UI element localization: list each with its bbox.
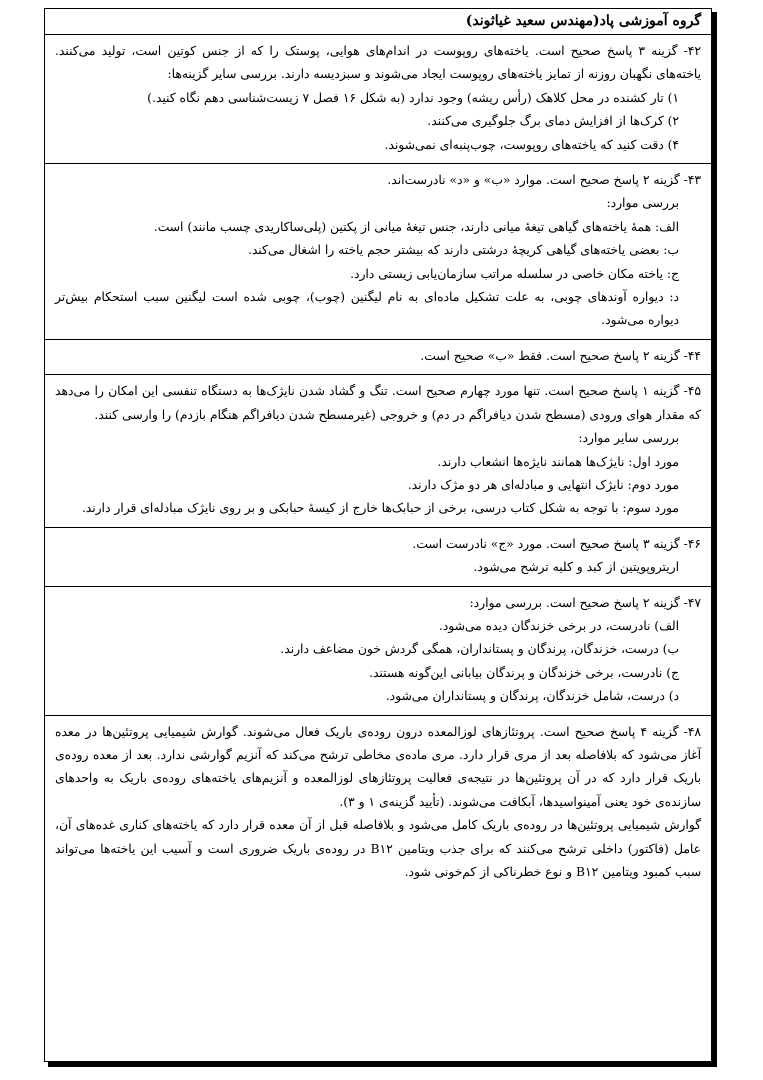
answer-43-text: ۴۳- گزینه ۲ پاسخ صحیح است. موارد «ب» و «د» نادرست‌اند.	[387, 173, 701, 188]
frame-shadow-bottom	[48, 1062, 717, 1067]
answer-42-text: ۴۲- گزینه ۳ پاسخ صحیح است. یاخته‌های روپوست در اندام‌های هوایی، پوستک را که از جنس کوتین است، تولید می‌کنند. یاخته‌های نگهبان روزنه از تمایز یاخته‌های روپوست ایجاد می‌شوند و سبزدیسه دارند. بررسی سایر گزینه‌ها:	[55, 44, 702, 82]
answer-44-text: ۴۴- گزینه ۲ پاسخ صحیح است. فقط «ب» صحیح است.	[420, 348, 701, 363]
answer-43-item-dal: د: دیواره آوندهای چوبی، به علت تشکیل ماده‌ای به نام لیگنین (چوب)، چوبی شده است لیگنین سبب استحکام بیش‌تر دیواره می‌شود.	[55, 290, 679, 328]
answer-48-text: ۴۸- گزینه ۴ پاسخ صحیح است. پروتئازهای لوزالمعده درون روده‌ی باریک فعال می‌شوند. گوارش شیمیایی پروتئین‌ها در معده آغاز می‌شود که بلافاصله بعد از مری قرار دارد. مری ماده‌ی مخاطی ترشح می‌کند که آنزیم گوارشی ندارد. بعد از معده روده‌ی باریک قرار دارد که در آن پروتئین‌ها در نتیجه‌ی فعالیت پروتئازهای لوزالمعده و آنزیم‌های یاخته‌های روده‌ی باریک به واحدهای سازنده‌ی خود یعنی آمینواسیدها، آبکافت می‌شوند. (تأیید گزینه‌ی ۱ و ۳).	[55, 724, 701, 809]
answer-45	[45, 375, 711, 527]
answer-45-review-heading: بررسی سایر موارد:	[578, 431, 679, 446]
answer-46-note: اریتروپویتین از کبد و کلیه ترشح می‌شود.	[473, 560, 679, 575]
answer-43	[45, 164, 711, 340]
frame-shadow-right	[712, 12, 717, 1066]
answer-45-item-1: مورد اول: نایژک‌ها همانند نایژه‌ها انشعاب دارند.	[437, 454, 679, 469]
answer-43-item-be: ب: بعضی یاخته‌های گیاهی کریچهٔ درشتی دارند که بیشتر حجم یاخته را اشغال می‌کند.	[247, 243, 679, 258]
answer-47-item-dal: د) درست، شامل خزندگان، پرندگان و پستانداران می‌شود.	[385, 689, 679, 704]
answer-43-item-alef: الف: همهٔ یاخته‌های گیاهی تیغهٔ میانی دارند، جنس تیغهٔ میانی از پکتین (پلی‌ساکاریدی چسب مانند) است.	[153, 219, 679, 234]
answer-47-text: ۴۷- گزینه ۲ پاسخ صحیح است. بررسی موارد:	[469, 595, 701, 610]
answer-42-option-2: ۲) کرک‌ها از افزایش دمای برگ جلوگیری می‌کنند.	[427, 114, 679, 129]
answer-47-item-be: ب) درست، خزندگان، پرندگان و پستانداران، همگی گردش خون مضاعف دارند.	[280, 642, 679, 657]
answer-45-item-3: مورد سوم: با توجه به شکل کتاب درسی، برخی از حبابک‌ها خارج از کیسهٔ حبابکی و بر روی نایژک مبادله‌ای قرار دارند.	[81, 501, 679, 516]
answer-list	[45, 35, 711, 890]
answer-46-text: ۴۶- گزینه ۳ پاسخ صحیح است. مورد «ج» نادرست است.	[412, 536, 701, 551]
answer-43-item-jim: ج: یاخته مکان خاصی در سلسله مراتب سازمان‌یابی زیستی دارد.	[350, 266, 679, 281]
answer-48-continuation: گوارش شیمیایی پروتئین‌ها در روده‌ی باریک کامل می‌شود و بلافاصله قبل از آن معده قرار دارد که یاخته‌های کناری غده‌های آن، عامل (فاکتور) داخلی ترشح می‌کنند که برای جذب ویتامین B۱۲ در روده‌ی باریک ضروری است و آسیب این یاخته‌ها می‌تواند سبب کمبود ویتامین B۱۲ و نوع خطرناکی از کم‌خونی شود.	[55, 818, 701, 879]
answer-43-review-heading: بررسی موارد:	[606, 196, 679, 211]
answer-45-text: ۴۵- گزینه ۱ پاسخ صحیح است. تنها مورد چهارم صحیح است. تنگ و گشاد شدن نایژک‌ها به دستگاه تنفسی این امکان را می‌دهد که مقدار هوای ورودی (مسطح شدن دیافراگم در دم) و خروجی (غیرمسطح شدن دیافراگم هنگام بازدم) را وارسی کنند.	[55, 384, 702, 422]
answer-45-item-2: مورد دوم: نایژک انتهایی و مبادله‌ای هر دو مژک دارند.	[407, 477, 679, 492]
answer-42	[45, 35, 711, 164]
answer-48	[45, 716, 711, 891]
page-frame	[44, 8, 712, 1062]
answer-47-item-jim: ج) نادرست، برخی خزندگان و پرندگان بیابانی این‌گونه هستند.	[369, 665, 679, 680]
header-title: گروه آموزشی پاد(مهندس سعید غیاثوند)	[465, 13, 701, 29]
answer-42-option-4: ۴) دقت کنید که یاخته‌های روپوست، چوب‌پنبه‌ای نمی‌شوند.	[384, 137, 679, 152]
answer-47	[45, 587, 711, 716]
answer-42-option-1: ۱) تار کشنده در محل کلاهک (رأس ریشه) وجود ندارد (به شکل ۱۶ فصل ۷ زیست‌شناسی دهم نگاه کنید.)	[147, 90, 679, 105]
page-header	[45, 9, 711, 35]
answer-44	[45, 340, 711, 375]
answer-46	[45, 528, 711, 587]
answer-47-item-alef: الف) نادرست، در برخی خزندگان دیده می‌شود.	[438, 618, 679, 633]
